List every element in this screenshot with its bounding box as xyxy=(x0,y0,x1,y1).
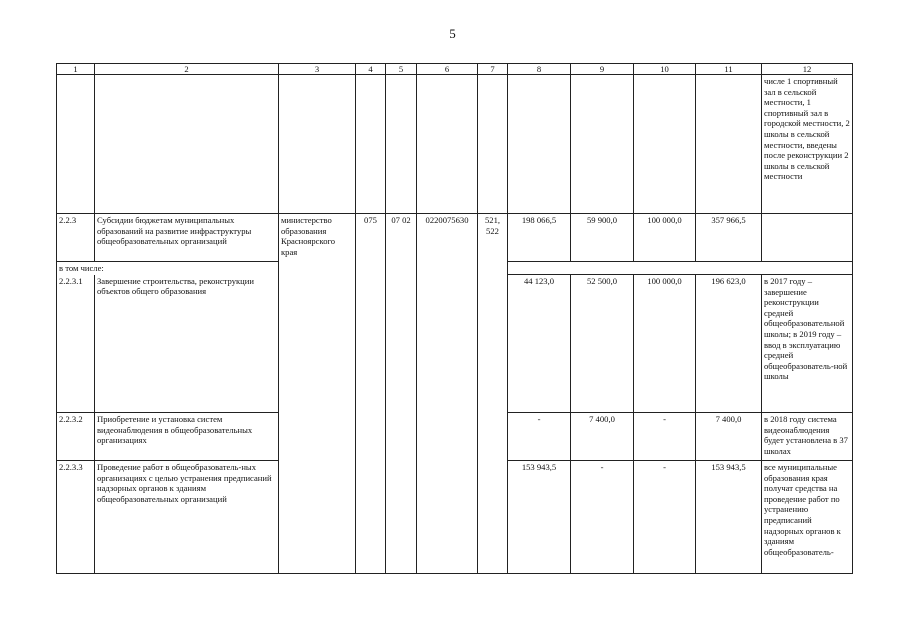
value-cell: 100 000,0 xyxy=(634,214,696,262)
row-number: 2.2.3.1 xyxy=(57,275,95,413)
rz-pr-code: 07 02 xyxy=(386,214,417,574)
page-number: 5 xyxy=(449,26,456,41)
header-cell: 10 xyxy=(634,64,696,75)
value-cell: - xyxy=(508,413,571,461)
row-title: Субсидии бюджетам муниципальных образований на развитие инфраструктуры общеобразовательных организаций xyxy=(95,214,279,262)
value-cell: 7 400,0 xyxy=(571,413,634,461)
header-cell: 4 xyxy=(356,64,386,75)
row-number: 2.2.3.2 xyxy=(57,413,95,461)
header-cell: 3 xyxy=(279,64,356,75)
value-cell: 7 400,0 xyxy=(696,413,762,461)
value-cell: 196 623,0 xyxy=(696,275,762,413)
program-table xyxy=(56,63,853,574)
row-number: 2.2.3.3 xyxy=(57,461,95,574)
csr-code: 0220075630 xyxy=(417,214,478,574)
result-cell: числе 1 спортивный зал в сельской местности, 1 спортивный зал в городской местности, 2 школы в сельской местности, введены после реконструкции 2 школы в сельской местности xyxy=(762,75,853,214)
value-cell: 357 966,5 xyxy=(696,214,762,262)
value-cell: 59 900,0 xyxy=(571,214,634,262)
result-cell: все муниципальные образования края получат средства на проведение работ по устранению предписаний надзорных органов к зданиям общеобразователь- xyxy=(762,461,853,574)
result-cell xyxy=(762,214,853,262)
header-cell: 9 xyxy=(571,64,634,75)
header-cell: 2 xyxy=(95,64,279,75)
header-cell: 1 xyxy=(57,64,95,75)
value-cell: - xyxy=(634,461,696,574)
row-title: Приобретение и установка систем видеонаблюдения в общеобразовательных организациях xyxy=(95,413,279,461)
value-cell: 153 943,5 xyxy=(508,461,571,574)
value-cell: 100 000,0 xyxy=(634,275,696,413)
header-cell: 12 xyxy=(762,64,853,75)
in-total-label: в том числе: xyxy=(57,262,279,275)
value-cell: 52 500,0 xyxy=(571,275,634,413)
vr-code: 521, 522 xyxy=(478,214,508,574)
header-cell: 7 xyxy=(478,64,508,75)
header-row xyxy=(57,64,853,75)
row-number: 2.2.3 xyxy=(57,214,95,262)
row-title: Завершение строительства, реконструкции объектов общего образования xyxy=(95,275,279,413)
header-cell: 11 xyxy=(696,64,762,75)
value-cell: 44 123,0 xyxy=(508,275,571,413)
row-title: Проведение работ в общеобразователь-ных организациях с целью устранения предписаний надзорных органов к зданиям общеобразовательных организаций xyxy=(95,461,279,574)
table-row xyxy=(57,75,853,214)
result-cell: в 2018 году система видеонаблюдения будет установлена в 37 школах xyxy=(762,413,853,461)
value-cell: - xyxy=(571,461,634,574)
grbs-code: 075 xyxy=(356,214,386,574)
table-row xyxy=(57,214,853,262)
result-cell: в 2017 году – завершение реконструкции средней общеобразовательной школы; в 2019 году – ввод в эксплуатацию средней общеобразователь-ной школы xyxy=(762,275,853,413)
value-cell: - xyxy=(634,413,696,461)
header-cell: 6 xyxy=(417,64,478,75)
value-cell: 198 066,5 xyxy=(508,214,571,262)
responsible-org: министерство образования Красноярского края xyxy=(279,214,356,574)
header-cell: 8 xyxy=(508,64,571,75)
value-cell: 153 943,5 xyxy=(696,461,762,574)
header-cell: 5 xyxy=(386,64,417,75)
